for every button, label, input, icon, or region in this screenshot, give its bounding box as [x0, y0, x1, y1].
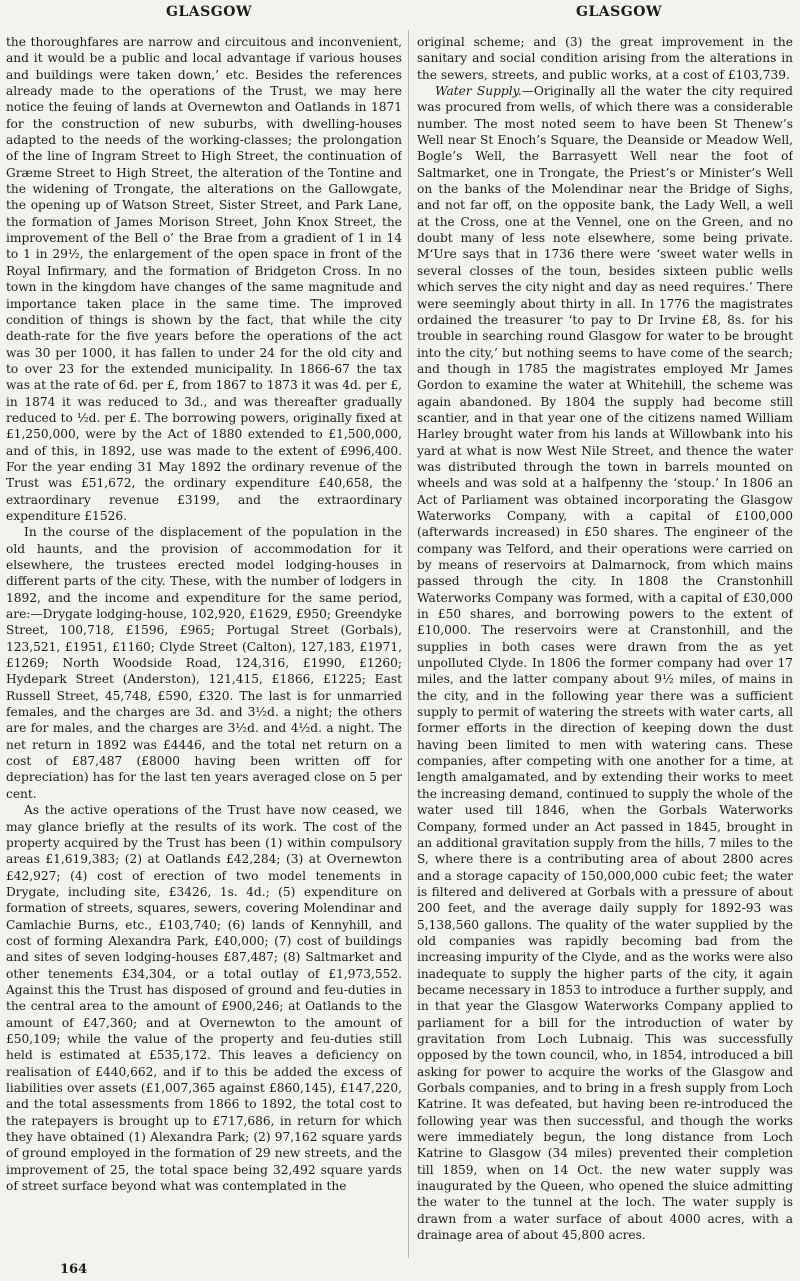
page-number: 164: [60, 1262, 88, 1277]
paragraph: In the course of the displacement of the population in the old haunts, and the provision of accommodation for it elsewhere, the trustees erected model lodging-houses in different parts of the city. These, with the number of lodgers in 1892, and the income and expenditure for the same period, are:—Drygate lodging-house, 102,920, £1629, £950; Greendyke Street, 100,718, £1596, £965; Portugal Street (Gorbals), 123,521, £1951, £1160; Clyde Street (Calton), 127,183, £1971, £1269; North Woodside Road, 124,316, £1990, £1260; Hydepark Street (Anderston), 121,415, £1866, £1225; East Russell Street, 45,748, £590, £320. The last is for unmarried females, and the charges are 3d. and 3½d. a night; the others are for males, and the charges are 3½d. and 4½d. a night. The net return in 1892 was £4446, and the total net return on a cost of £87,487 (£8000 having been written off for depreciation) has for the last ten years averaged close on 5 per cent.: [6, 525, 402, 801]
paragraph: original scheme; and (3) the great improvement in the sanitary and social condition arising from the alterations in the sewers, streets, and public works, at a cost of £103,739.: [417, 35, 793, 82]
section-body: —Originally all the water the city required was procured from wells, of which there was a considerable number. The most noted seem to have been St Thenew’s Well near St Enoch’s Square, the Deanside or Meadow Well, Bogle’s Well, the Barrasyett Well near the foot of Saltmarket, one in Trongate, the Priest’s or Minister’s Well on the banks of the Molendinar near the Bridge of Sighs, and not far off, on the opposite bank, the Lady Well, a well at the Cross, one at the Vennel, one on the Green, and no doubt many of less note elsewhere, some being private. M‘Ure says that in 1736 there were ‘sweet water wells in several closses of the toun, besides sixteen public wells which serves the city night and day as need requires.’ There were seemingly about thirty in all. In 1776 the magistrates ordained the treasurer ‘to pay to Dr Irvine £8, 8s. for his trouble in searching round Glasgow for water to be brought into the city,’ but nothing seems to have come of the search; and though in 1785 the magistrates employed Mr James Gordon to examine the water at Whitehill, the scheme was again abandoned. By 1804 the supply had become still scantier, and in that year one of the citizens named William Harley brought water from his lands at Willowbank into his yard at what is now West Nile Street, and thence the water was distributed through the town in barrels mounted on wheels and was sold at a halfpenny the ‘stoup.’ In 1806 an Act of Parliament was obtained incorporating the Glasgow Waterworks Company, with a capital of £100,000 (afterwards increased) in £50 shares. The engineer of the company was Telford, and their operations were carried on by means of reservoirs at Dalmarnock, from which mains passed through the city. In 1808 the Cranstonhill Waterworks Company was formed, with a capital of £30,000 in £50 shares, and borrowing powers to the extent of £10,000. The reservoirs were at Cranstonhill, and the supplies in both cases were drawn from the as yet unpolluted Clyde. In 1806 the former company had over 17 miles, and the latter company about 9½ miles, of mains in the city, and in the following year there was a sufficient supply to permit of watering the streets with water carts, all former efforts in the direction of keeping down the dust having been limited to men with watering cans. These companies, after competing with one another for a time, at length amalgamated, and by extending their works to meet the increasing demand, continued to supply the whole of the water used till 1846, when the Gorbals Waterworks Company, formed under an Act passed in 1845, brought in an additional gravitation supply from the hills, 7 miles to the S, where there is a contributing area of about 2800 acres and a storage capacity of 150,000,000 cubic feet; the water is filtered and delivered at Gorbals with a pressure of about 200 feet, and the average daily supply for 1892-93 was 5,138,560 gallons. The quality of the water supplied by the old companies was rapidly becoming bad from the increasing impurity of the Clyde, and as the works were also inadequate to supply the higher parts of the city, it again became necessary in 1853 to introduce a further supply, and in that year the Glasgow Waterworks Company applied to parliament for a bill for the introduction of water by gravitation from Loch Lubnaig. This was successfully opposed by the town council, who, in 1854, introduced a bill asking for power to acquire the works of the Glasgow and Gorbals companies, and to bring in a fresh supply from Loch Katrine. It was defeated, but having been re-introduced the following year was then successful, and though the works were immediately begun, the long distance from Loch Katrine to Glasgow (34 miles) prevented their completion till 1859, when on 14 Oct. the new water supply was inaugurated by the Queen, who opened the sluice admitting the water to the tunnel at the loch. The water supply is drawn from a water surface of about 4000 acres, with a drainage area of about 45,800 acres.: [417, 84, 793, 1243]
paragraph: As the active operations of the Trust have now ceased, we may glance briefly at the results of its work. The cost of the property acquired by the Trust has been (1) within compulsory areas £1,619,383; (2) at Oatlands £42,284; (3) at Overnewton £42,927; (4) cost of erection of two model tenements in Drygate, including site, £3426, 1s. 4d.; (5) expenditure on formation of streets, squares, sewers, covering Molendinar and Camlachie Burns, etc., £103,740; (6) lands of Kennyhill, and cost of forming Alexandra Park, £40,000; (7) cost of buildings and sites of seven lodging-houses £87,487; (8) Saltmarket and other tenements £34,304, or a total outlay of £1,973,552. Against this the Trust has disposed of ground and feu-duties in the central area to the amount of £900,246; at Oatlands to the amount of £47,360; and at Overnewton to the amount of £50,109; while the value of the property and feu-duties still held is estimated at £535,172. This leaves a deficiency on realisation of £440,662, and if to this be added the excess of liabilities over assets (£1,007,365 against £860,145), £147,220, and the total assessments from 1866 to 1892, the total cost to the ratepayers is brought up to £717,686, in return for which they have obtained (1) Alexandra Park; (2) 97,162 square yards of ground employed in the formation of 29 new streets, and the improvement of 25, the total space being 32,492 square yards of street surface beyond what was contemplated in the: [6, 803, 402, 1194]
section-lead: Water Supply.: [435, 84, 522, 99]
running-header: [0, 4, 800, 24]
left-column: [6, 34, 402, 1262]
running-head-right: GLASGOW: [576, 4, 663, 20]
paragraph-water-supply: [417, 83, 793, 1243]
running-head-left: GLASGOW: [166, 4, 253, 20]
column-divider: [408, 30, 409, 1258]
right-column: [417, 34, 793, 1262]
paragraph: the thoroughfares are narrow and circuitous and inconvenient, and it would be a public and local advantage if various houses and buildings were taken down,’ etc. Besides the references already made to the operations of the Trust, we may here notice the feuing of lands at Overnewton and Oatlands in 1871 for the construction of new suburbs, with dwelling-houses adapted to the needs of the working-classes; the prolongation of the line of Ingram Street to High Street, the continuation of Græme Street to High Street, the alteration of the Tontine and the widening of Trongate, the alterations on the Gallowgate, the opening up of Watson Street, Sister Street, and Park Lane, the formation of James Morison Street, John Knox Street, the improvement of the Bell o’ the Brae from a gradient of 1 in 14 to 1 in 29½, the enlargement of the open space in front of the Royal Infirmary, and the formation of Bridgeton Cross. In no town in the kingdom have changes of the same magnitude and importance taken place in the same time. The improved condition of things is shown by the fact, that while the city death-rate for the five years before the operations of the act was 30 per 1000, it has fallen to under 24 for the old city and to over 23 for the extended municipality. In 1866-67 the tax was at the rate of 6d. per £, from 1867 to 1873 it was 4d. per £, in 1874 it was reduced to 3d., and was thereafter gradually reduced to ½d. per £. The borrowing powers, originally fixed at £1,250,000, were by the Act of 1880 extended to £1,500,000, and of this, in 1892, use was made to the extent of £996,400. For the year ending 31 May 1892 the ordinary revenue of the Trust was £51,672, the ordinary expenditure £40,658, the extraordinary revenue £3199, and the extraordinary expenditure £1526.: [6, 35, 402, 523]
